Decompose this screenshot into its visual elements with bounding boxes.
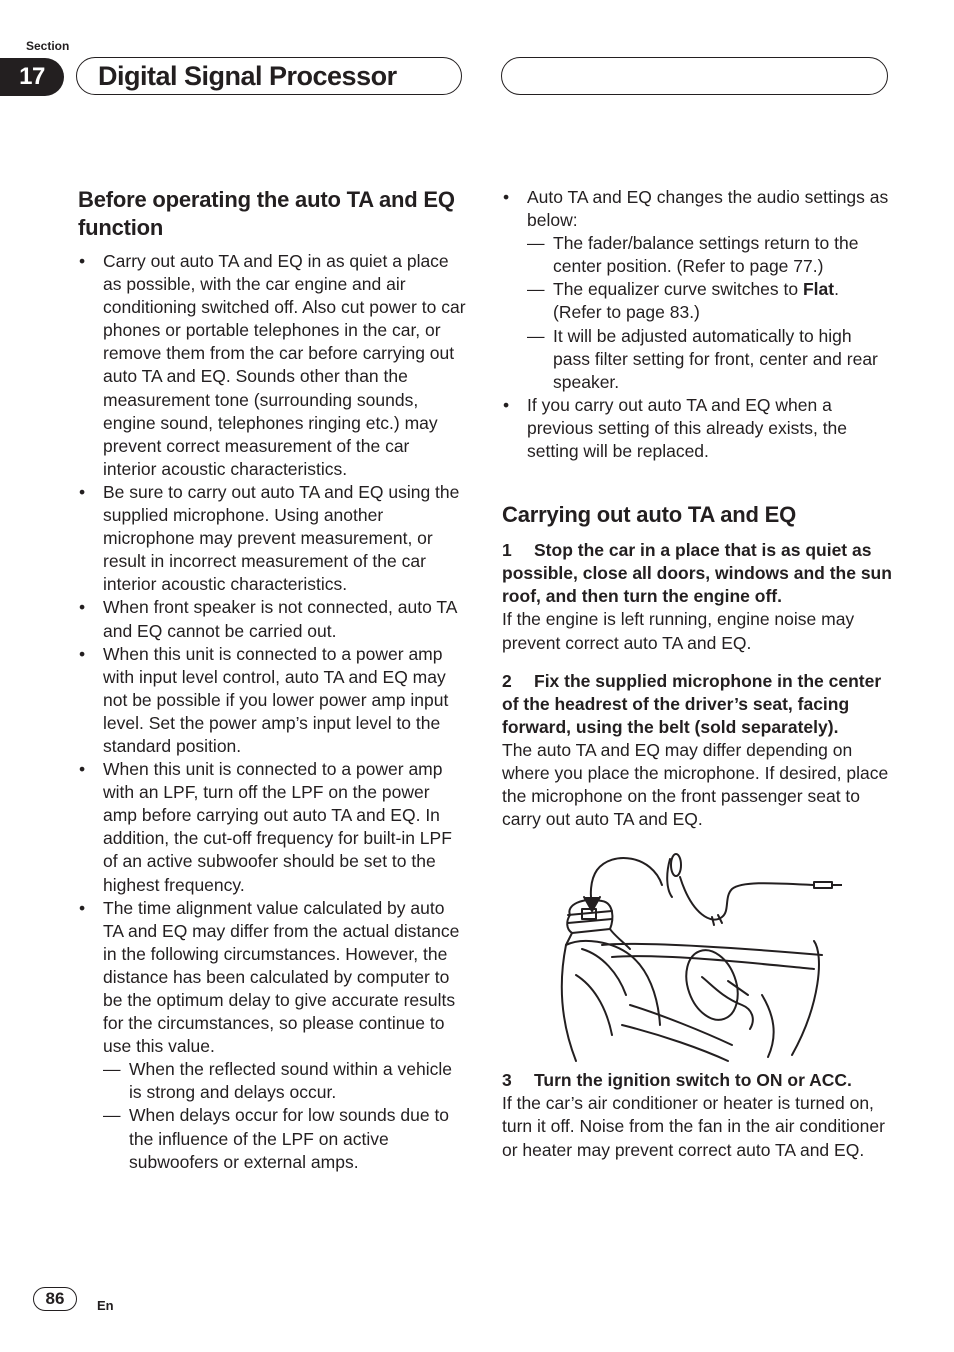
dash-text: . (Refer to page 83.) (553, 279, 839, 323)
settings-change-list (502, 186, 892, 463)
step-number: 2 (502, 670, 512, 691)
page-title: Digital Signal Processor (98, 61, 397, 91)
step-body: The auto TA and EQ may differ depending on where you place the microphone. If desired, place the microphone on the front passenger seat to carry out auto TA and EQ. (502, 739, 889, 830)
step-title-text: Fix the supplied microphone in the center of the headrest of the driver’s seat, facing forward, using the belt (sold separately). (502, 670, 882, 737)
dash-text: The equalizer curve switches to (553, 279, 803, 300)
sub-list (527, 232, 892, 394)
list-item: • If you carry out auto TA and EQ when a previous setting of this already exists, the setting will be replaced. (502, 394, 892, 463)
list-item-text: Auto TA and EQ changes the audio settings as below: (527, 187, 889, 231)
blank-header-frame (501, 57, 888, 95)
microphone-placement-illustration (552, 845, 842, 1067)
step-2 (502, 670, 892, 832)
step-number: 1 (502, 540, 512, 561)
sub-list-item: — When delays occur for low sounds due to the influence of the LPF on active subwoofers or external amps. (103, 1104, 466, 1173)
microphone-placement-drawing (552, 845, 842, 1067)
list-item (78, 897, 466, 1174)
list-item: • When this unit is connected to a power amp with an LPF, turn off the LPF on the power amp before carrying out auto TA and EQ. In addition, the cut-off frequency for built-in LPF of an active subwoofer should be set to the highest frequency. (78, 758, 466, 897)
page-number: 86 (33, 1287, 77, 1311)
step-title-text: Turn the ignition switch to ON or ACC. (534, 1070, 852, 1091)
flat-setting-name: Flat (802, 279, 835, 300)
step-title (502, 670, 892, 739)
section-label: Section (26, 39, 70, 53)
step-3 (502, 1069, 892, 1161)
list-item: • Be sure to carry out auto TA and EQ using the supplied microphone. Using another microphone may prevent measurement, or result in incorrect measurement of the car interior acoustic characteristics. (78, 481, 466, 596)
sub-list-item (527, 278, 892, 324)
sub-list-item: — When the reflected sound within a vehicle is strong and delays occur. (103, 1058, 466, 1104)
left-column (78, 186, 466, 1174)
right-column (502, 186, 892, 1162)
list-item (502, 186, 892, 394)
step-title (502, 539, 892, 608)
step-title (502, 1069, 892, 1092)
list-item: • When this unit is connected to a power amp with input level control, auto TA and EQ may not be possible if you lower power amp input level. Set the power amp’s input level to the standard position. (78, 643, 466, 758)
language-code: En (97, 1298, 114, 1313)
list-item-text: The time alignment value calculated by auto TA and EQ may differ from the actual distance in the following circumstances. However, the distance has been calculated by computer to be the optimum delay to give accurate results for the circumstances, so please continue to use this value. (103, 897, 460, 1057)
section-heading-carrying-out: Carrying out auto TA and EQ (502, 502, 797, 528)
list-item: • When front speaker is not connected, auto TA and EQ cannot be carried out. (78, 596, 466, 642)
step-body: If the engine is left running, engine noise may prevent correct auto TA and EQ. (502, 609, 855, 653)
step-1 (502, 539, 892, 654)
section-number-badge: 17 (0, 58, 64, 96)
step-body: If the car’s air conditioner or heater is turned on, turn it off. Noise from the fan in the air conditioner or heater may prevent correct auto TA and EQ. (502, 1093, 885, 1160)
precautions-list (78, 250, 466, 1174)
section-heading-before-operating: Before operating the auto TA and EQ function (78, 187, 455, 240)
sub-list-item: — The fader/balance settings return to the center position. (Refer to page 77.) (527, 232, 892, 278)
step-title-text: Stop the car in a place that is as quiet as possible, close all doors, windows and the sun roof, and then turn the engine off. (502, 540, 892, 607)
sub-list (103, 1058, 466, 1173)
sub-list-item: — It will be adjusted automatically to high pass filter setting for front, center and rear speaker. (527, 325, 892, 394)
step-number: 3 (502, 1070, 512, 1091)
list-item: • Carry out auto TA and EQ in as quiet a place as possible, with the car engine and air conditioning switched off. Also cut power to car phones or portable telephones in the car, or remove them from the car before carrying out auto TA and EQ. Sounds other than the measurement tone (surrounding sounds, engine sound, telephones ringing etc.) may prevent correct measurement of the car interior acoustic characteristics. (78, 250, 466, 481)
